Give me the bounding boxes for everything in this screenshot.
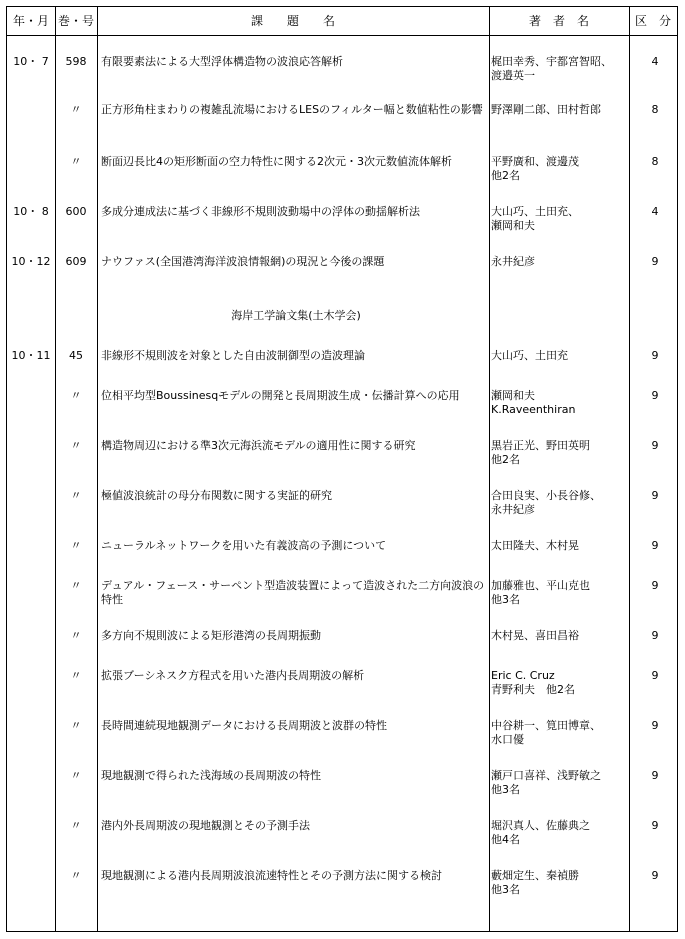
title-cell: ニューラルネットワークを用いた有義波高の予測について [101,539,387,552]
table-header [7,7,677,36]
authors-cell [491,389,629,417]
category-cell: 4 [651,205,659,218]
title-cell: デュアル・フェース・サーペント型造波装置によって造波された二方向波浪の特性 [101,579,485,606]
volume-cell: 〃 [70,155,82,168]
title-cell: 多成分連成法に基づく非線形不規則波動場中の浮体の動揺解析法 [101,205,420,218]
author-line: 他4名 [491,833,520,846]
title-cell: 断面辺長比4の矩形断面の空力特性に関する2次元・3次元数値流体解析 [101,155,452,168]
category-cell: 9 [651,629,659,642]
title-cell: 現地観測で得られた浅海域の長周期波の特性 [101,769,321,782]
author-line: 梶田幸秀、宇都宮智昭、 [491,55,612,68]
author-line: Eric C. Cruz [491,669,555,682]
category-cell: 9 [651,389,659,402]
volume-cell: 598 [65,55,87,68]
authors-cell [491,629,629,643]
authors-cell [491,489,629,517]
author-line: 永井紀彦 [491,503,535,516]
volume-cell: 〃 [70,539,82,552]
volume-cell: 600 [65,205,87,218]
category-cell: 9 [651,769,659,782]
volume-cell: 〃 [70,439,82,452]
volume-cell: 〃 [70,629,82,642]
author-line: 黒岩正光、野田英明 [491,439,590,452]
publication-table [6,6,678,932]
author-line: 水口優 [491,733,524,746]
author-line: 瀬戸口喜祥、浅野敏之 [491,769,601,782]
volume-cell: 45 [69,349,83,362]
authors-cell [491,869,629,897]
author-line: 木村晃、喜田昌裕 [491,629,579,642]
header-title: 課 題 名 [250,14,335,28]
category-cell: 9 [651,539,659,552]
author-line: 他3名 [491,883,520,896]
title-cell: 構造物周辺における準3次元海浜流モデルの適用性に関する研究 [101,439,416,452]
title-cell: ナウファス(全国港湾海洋波浪情報網)の現況と今後の課題 [101,255,385,268]
category-cell: 9 [651,669,659,682]
volume-cell: 〃 [70,769,82,782]
author-line: 藪畑定生、秦禎勝 [491,869,579,882]
category-cell: 9 [651,349,659,362]
title-cell: 非線形不規則波を対象とした自由波制御型の造波理論 [101,349,365,362]
category-cell: 9 [651,579,659,592]
author-line: 大山巧、土田充、 [491,205,579,218]
author-line: 太田隆夫、木村晃 [491,539,579,552]
authors-cell [491,155,629,183]
category-cell: 9 [651,439,659,452]
authors-cell [491,819,629,847]
authors-cell [491,55,629,83]
author-line: 他3名 [491,593,520,606]
column-divider [489,7,490,931]
author-line: 他2名 [491,169,520,182]
title-cell: 極値波浪統計の母分布関数に関する実証的研究 [101,489,332,502]
authors-cell [491,719,629,747]
column-divider [97,7,98,931]
title-cell: 有限要素法による大型浮体構造物の波浪応答解析 [101,55,343,68]
category-cell: 8 [651,103,659,116]
category-cell: 9 [651,489,659,502]
category-cell: 9 [651,819,659,832]
volume-cell: 〃 [70,489,82,502]
header-year-month: 年・月 [12,14,49,28]
authors-cell [491,103,629,117]
header-authors: 著 者 名 [528,14,589,28]
author-line: 瀬岡和夫 [491,219,535,232]
author-line: 青野利夫 他2名 [491,683,575,696]
title-cell: 正方形角柱まわりの複雑乱流場におけるLESのフィルター幅と数値粘性の影響 [101,103,483,116]
author-line: 永井紀彦 [491,255,535,268]
category-cell: 8 [651,155,659,168]
title-cell: 港内外長周期波の現地観測とその予測手法 [101,819,310,832]
column-divider [629,7,630,931]
section-heading: 海岸工学論文集(土木学会) [231,309,361,322]
author-line: 合田良実、小長谷修、 [491,489,601,502]
author-line: K.Raveenthiran [491,403,576,416]
category-cell: 9 [651,255,659,268]
header-category: 区 分 [634,14,671,28]
authors-cell [491,205,629,233]
authors-cell [491,539,629,553]
authors-cell [491,349,629,363]
volume-cell: 〃 [70,389,82,402]
volume-cell: 〃 [70,719,82,732]
authors-cell [491,255,629,269]
year-month-cell: 10・12 [11,255,51,268]
header-volume: 巻・号 [57,14,94,28]
volume-cell: 〃 [70,869,82,882]
category-cell: 4 [651,55,659,68]
category-cell: 9 [651,869,659,882]
author-line: 中谷耕一、筧田博章、 [491,719,601,732]
author-line: 瀬岡和夫 [491,389,535,402]
title-cell: 拡張ブーシネスク方程式を用いた港内長周期波の解析 [101,669,365,682]
authors-cell [491,579,629,607]
volume-cell: 〃 [70,103,82,116]
title-cell: 位相平均型Boussinesqモデルの開発と長周期波生成・伝播計算への応用 [101,389,460,402]
author-line: 他3名 [491,783,520,796]
title-cell: 現地観測による港内長周期波浪流速特性とその予測方法に関する検討 [101,869,442,882]
authors-cell [491,669,629,697]
author-line: 堀沢真人、佐藤典之 [491,819,590,832]
authors-cell [491,769,629,797]
year-month-cell: 10・11 [11,349,51,362]
year-month-cell: 10・ 7 [13,55,49,68]
author-line: 渡邉英一 [491,69,535,82]
volume-cell: 〃 [70,579,82,592]
author-line: 平野廣和、渡邊茂 [491,155,579,168]
author-line: 他2名 [491,453,520,466]
authors-cell [491,439,629,467]
author-line: 野澤剛二郎、田村哲郎 [491,103,601,116]
year-month-cell: 10・ 8 [13,205,49,218]
title-cell: 多方向不規則波による矩形港湾の長周期振動 [101,629,321,642]
volume-cell: 609 [65,255,87,268]
title-cell: 長時間連続現地観測データにおける長周期波と波群の特性 [101,719,387,732]
category-cell: 9 [651,719,659,732]
author-line: 加藤雅也、平山克也 [491,579,590,592]
volume-cell: 〃 [70,819,82,832]
volume-cell: 〃 [70,669,82,682]
author-line: 大山巧、土田充 [491,349,568,362]
column-divider [55,7,56,931]
